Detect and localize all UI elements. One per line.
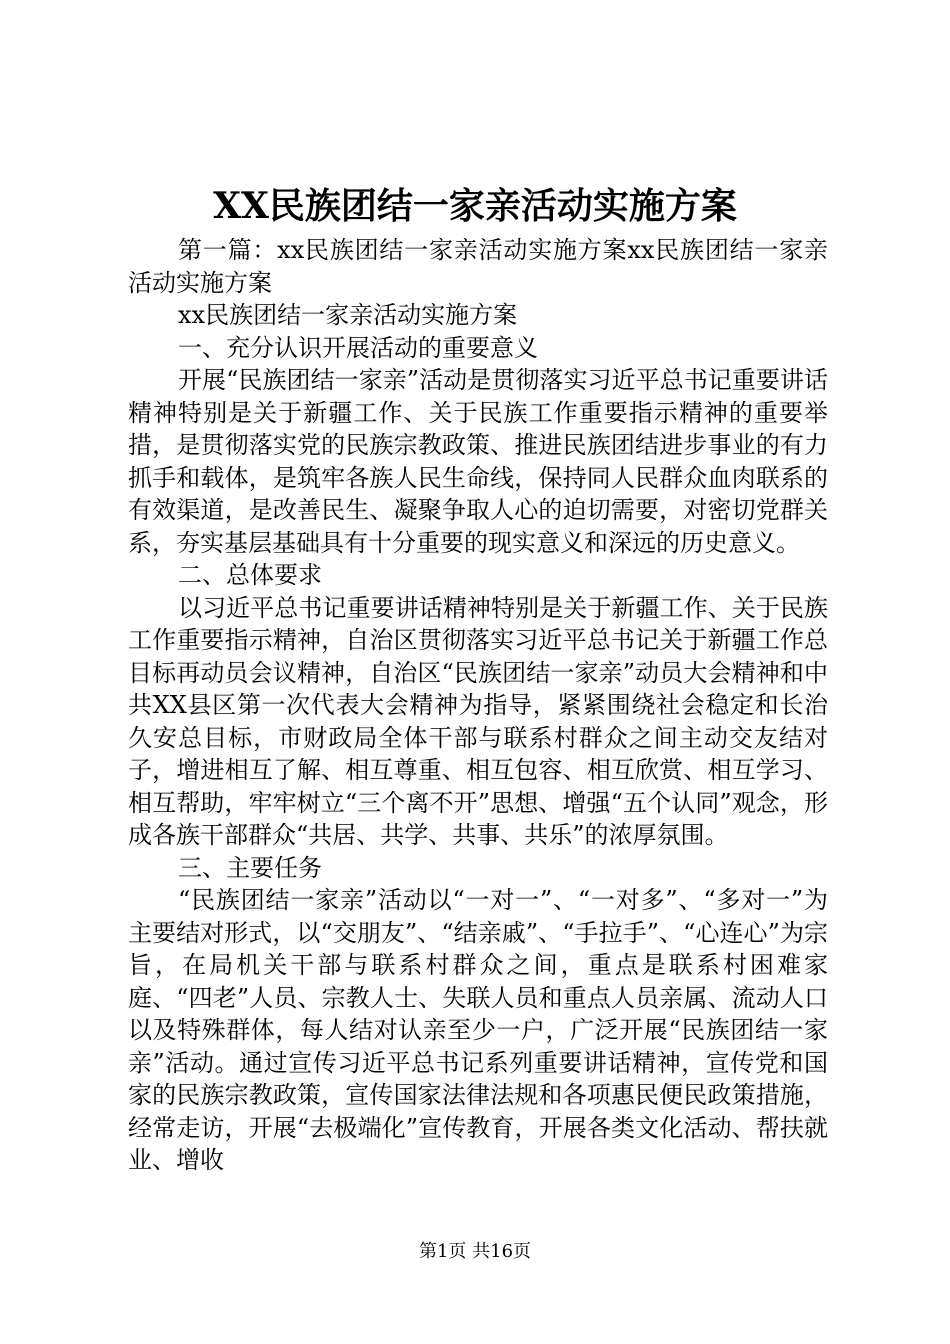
paragraph-tasks: “民族团结一家亲”活动以“一对一”、“一对多”、“多对一”为主要结对形式，以“交朋友”、“结亲戚”、“手拉手”、“心连心”为宗旨，在局机关干部与联系村群众之间，重点是联系村困难家庭、“四老”人员、宗教人士、失联人员和重点人员亲属、流动人口以及特殊群体，每人结对认亲至少一户，广泛开展“民族团结一家亲”活动。通过宣传习近平总书记系列重要讲话精神，宣传党和国家的民族宗教政策，宣传国家法律法规和各项惠民便民政策措施，经常走访，开展“去极端化”宣传教育，开展各类文化活动、帮扶就业、增收	[128, 886, 828, 1174]
document-title: XX民族团结一家亲活动实施方案	[213, 185, 737, 227]
paragraph-subtitle: xx民族团结一家亲活动实施方案	[178, 301, 518, 329]
document-body	[128, 234, 828, 1177]
paragraph-significance: 开展“民族团结一家亲”活动是贯彻落实习近平总书记重要讲话精神特别是关于新疆工作、关于民族工作重要指示精神的重要举措，是贯彻落实党的民族宗教政策、推进民族团结进步事业的有力抓手和载体，是筑牢各族人民生命线，保持同人民群众血肉联系的有效渠道，是改善民生、凝聚争取人心的迫切需要，对密切党群关系，夯实基层基础具有十分重要的现实意义和深远的历史意义。	[128, 366, 828, 557]
section-heading-3: 三、主要任务	[178, 853, 322, 882]
section-heading-1: 一、充分认识开展活动的重要意义	[178, 333, 538, 362]
page-footer: 第1页 共16页	[418, 1241, 532, 1262]
paragraph-intro: 第一篇：xx民族团结一家亲活动实施方案xx民族团结一家亲活动实施方案	[128, 236, 828, 297]
paragraph-requirements: 以习近平总书记重要讲话精神特别是关于新疆工作、关于民族工作重要指示精神，自治区贯彻落实习近平总书记关于新疆工作总目标再动员会议精神，自治区“民族团结一家亲”动员大会精神和中共XX县区第一次代表大会精神为指导，紧紧围绕社会稳定和长治久安总目标，市财政局全体干部与联系村群众之间主动交友结对子，增进相互了解、相互尊重、相互包容、相互欣赏、相互学习、相互帮助，牢牢树立“三个离不开”思想、增强“五个认同”观念，形成各族干部群众“共居、共学、共事、共乐”的浓厚氛围。	[128, 593, 828, 849]
section-heading-2: 二、总体要求	[178, 561, 322, 589]
